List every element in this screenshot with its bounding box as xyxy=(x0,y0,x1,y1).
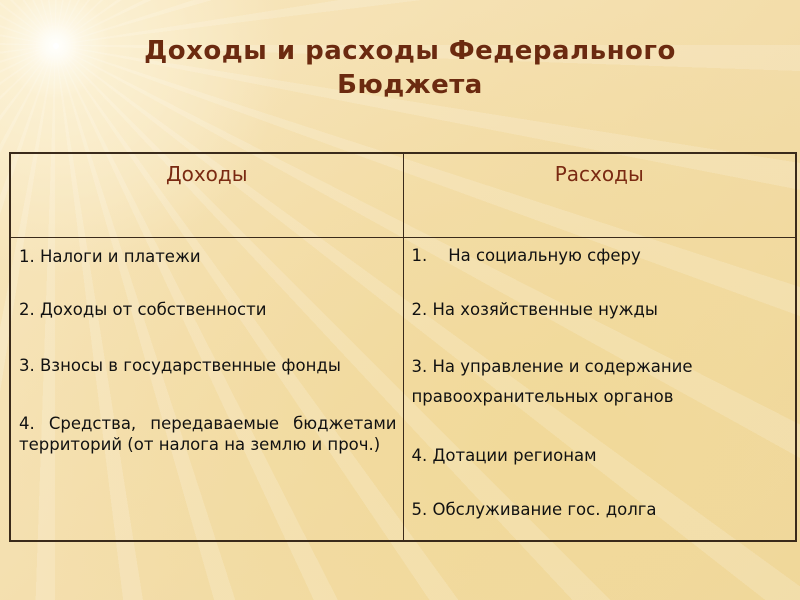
light-burst-decoration xyxy=(53,43,59,49)
slide-title: Доходы и расходы Федерального Бюджета xyxy=(144,36,676,100)
income-item: 3. Взносы в государственные фонды xyxy=(19,356,341,375)
expense-item: 3. На управление и содержание правоохранительных органов xyxy=(411,357,693,406)
income-item: 1. Налоги и платежи xyxy=(19,247,201,266)
expense-item: 5. Обслуживание гос. долга xyxy=(411,500,657,519)
budget-table xyxy=(9,152,797,542)
expenses-column-header: Расходы xyxy=(403,153,796,238)
expense-item: 4. Дотации регионам xyxy=(411,446,597,465)
income-cell xyxy=(10,238,403,542)
expenses-cell xyxy=(403,238,796,542)
income-item: 2. Доходы от собственности xyxy=(19,300,267,319)
income-item: 4. Средства, передаваемые бюджетами территорий (от налога на землю и проч.) xyxy=(19,414,397,454)
expense-item: 1. На социальную сферу xyxy=(411,246,641,265)
expense-item: 2. На хозяйственные нужды xyxy=(411,300,658,319)
table-row xyxy=(10,238,796,542)
income-column-header: Доходы xyxy=(10,153,403,238)
table-header-row xyxy=(10,153,796,238)
